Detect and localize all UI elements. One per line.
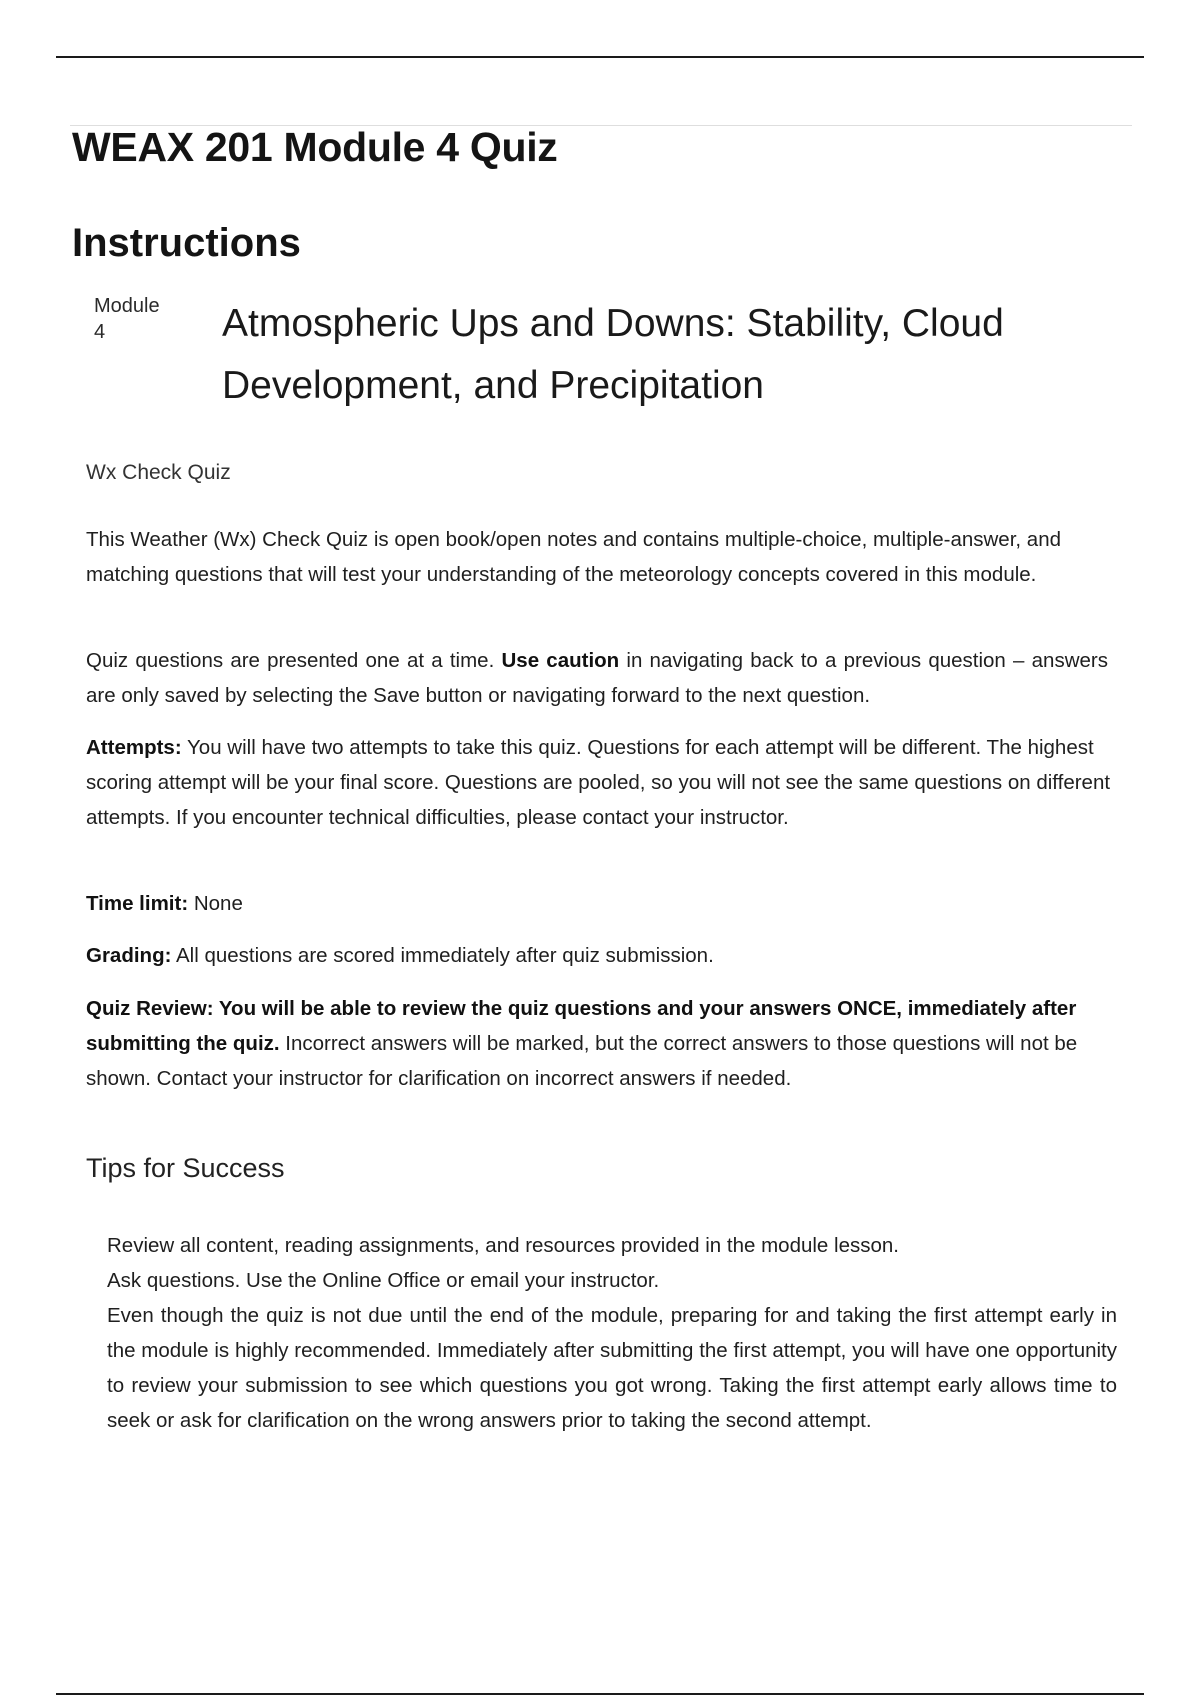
- quiz-review-label: Quiz Review: You will be able to review the quiz questions and your answers ONCE, immediately after submitting the quiz.: [86, 997, 1077, 1055]
- time-limit-paragraph: [86, 886, 1116, 921]
- attempts-paragraph: [86, 730, 1116, 835]
- attempts-label: Attempts:: [86, 736, 182, 759]
- tip-item: Even though the quiz is not due until the end of the module, preparing for and taking the first attempt early in the module is highly recommended. Immediately after submitting the first attempt, you will have one opportunity to review your submission to see which questions you got wrong. Taking the first attempt early allows time to seek or ask for clarification on the wrong answers prior to taking the second attempt.: [107, 1304, 1117, 1432]
- page-title: WEAX 201 Module 4 Quiz: [72, 124, 558, 170]
- module-title: Atmospheric Ups and Downs: Stability, Cloud Development, and Precipitation: [222, 302, 1004, 407]
- grading-text: All questions are scored immediately after quiz submission.: [171, 944, 714, 967]
- top-divider: [56, 56, 1144, 58]
- bottom-divider: [56, 1693, 1144, 1695]
- grading-label: Grading:: [86, 944, 172, 967]
- time-limit-value: None: [188, 892, 243, 915]
- quiz-review-text: Incorrect answers will be marked, but the correct answers to those questions will not be shown. Contact your instructor for clarification on incorrect answers if needed.: [86, 1032, 1078, 1090]
- module-label: [94, 293, 184, 345]
- navigation-rest: in navigating back to a previous question – answers are only saved by selecting the Save button or navigating forward to the next question.: [86, 649, 1108, 707]
- quiz-subheading: Wx Check Quiz: [86, 461, 231, 484]
- navigation-paragraph: [86, 643, 1108, 713]
- quiz-review-paragraph: [86, 991, 1116, 1096]
- module-label-word: Module: [94, 295, 160, 317]
- instructions-heading: Instructions: [72, 221, 301, 265]
- intro-paragraph: This Weather (Wx) Check Quiz is open book/open notes and contains multiple-choice, multiple-answer, and matching questions that will test your understanding of the meteorology concepts covered in this module.: [86, 528, 1061, 586]
- module-label-number: 4: [94, 321, 106, 343]
- attempts-text: You will have two attempts to take this quiz. Questions for each attempt will be different. The highest scoring attempt will be your final score. Questions are pooled, so you will not see the same questions on different attempts. If you encounter technical difficulties, please contact your instructor.: [86, 736, 1111, 829]
- navigation-caution: Use caution: [501, 649, 620, 672]
- tips-heading: Tips for Success: [86, 1153, 285, 1183]
- navigation-lead: Quiz questions are presented one at a time.: [86, 649, 502, 672]
- tip-item: Ask questions. Use the Online Office or email your instructor.: [107, 1269, 660, 1292]
- tips-list: [107, 1228, 1117, 1438]
- grading-paragraph: [86, 938, 1116, 973]
- time-limit-label: Time limit:: [86, 892, 189, 915]
- tip-item: Review all content, reading assignments, and resources provided in the module lesson.: [107, 1234, 899, 1257]
